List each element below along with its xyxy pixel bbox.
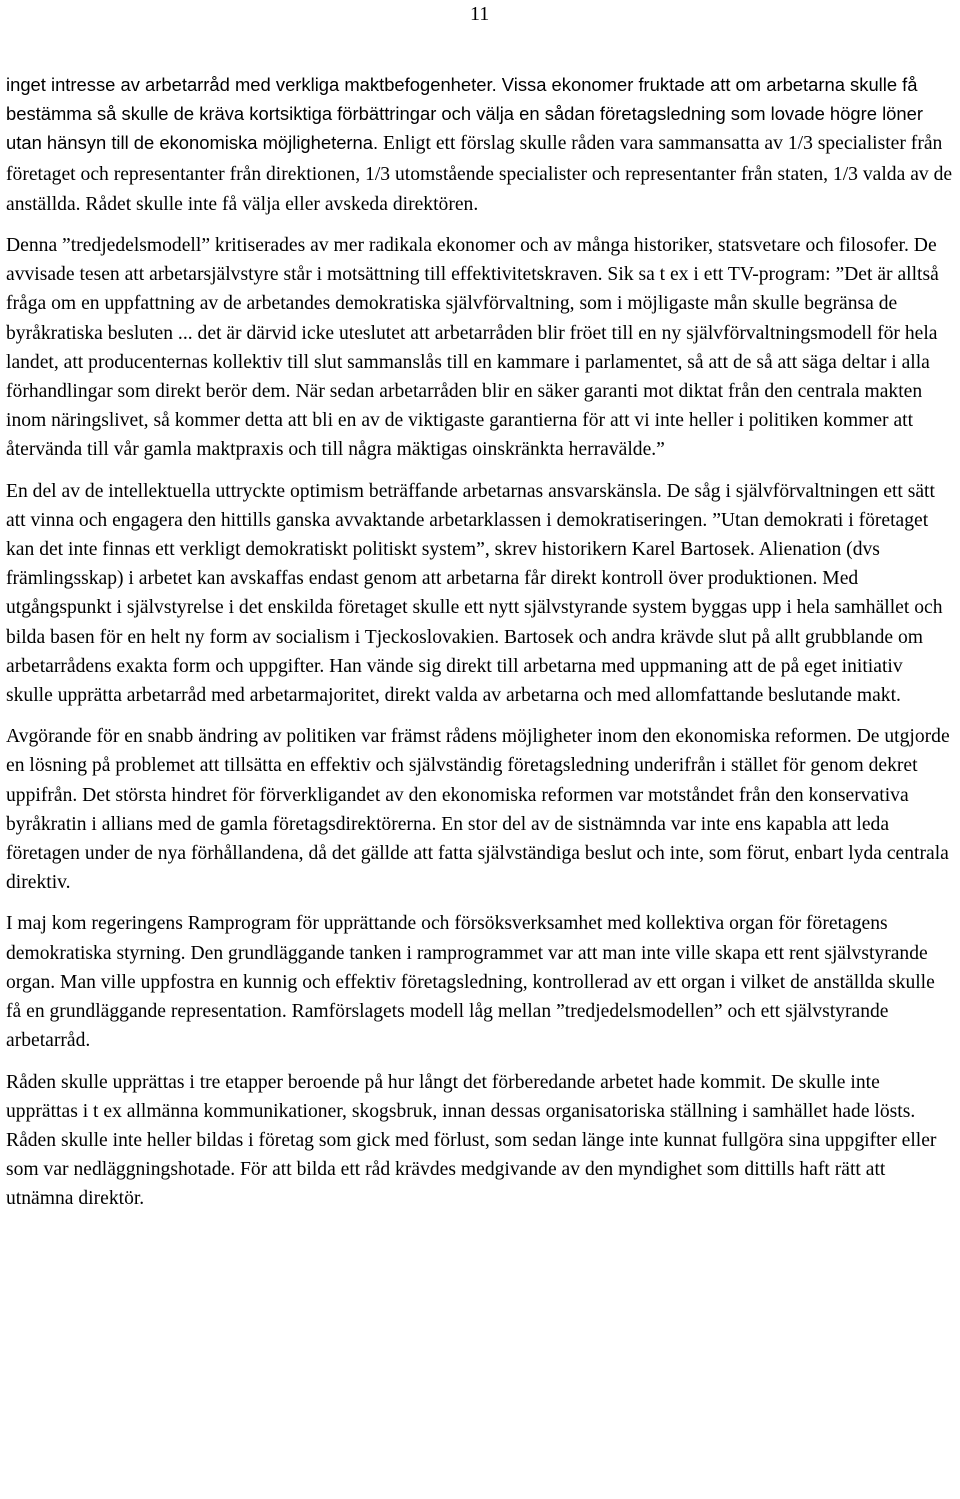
- paragraph-4: Avgörande för en snabb ändring av politiken var främst rådens möjligheter inom den ekonomiska reformen. De utgjorde en lösning på problemet att tillsätta en effektiv och självständig företagsledning underifrån i stället för genom dekret uppifrån. Det största hindret för förverkligandet av den ekonomiska reformen var motståndet från den konservativa byråkratin i allians med de gamla företagsdirektörerna. En stor del av de sistnämnda var inte ens kapabla att leda företagen under de nya förhållandena, då det gällde att fatta självständiga beslut och inte, som förut, enbart lyda centrala direktiv.: [6, 726, 950, 894]
- paragraph-6: Råden skulle upprättas i tre etapper beroende på hur långt det förberedande arbetet hade kommit. De skulle inte upprättas i t ex allmänna kommunikationer, skogsbruk, innan dessas organisatoriska ställning i samhället hade lösts. Råden skulle inte heller bildas i företag som gick med förlust, som sedan länge inte kunnat fullgöra sina uppgifter eller som var nedläggningshotade. För att bilda ett råd krävdes medgivande av den myndighet som dittills haft rätt att utnämna direktör.: [6, 1071, 937, 1210]
- paragraph-1-serif-text: Enligt ett förslag skulle råden vara sammansatta av 1/3 specialister från företaget och representanter från direktionen, 1/3 utomstående specialister och representanter från staten, 1/3 valda av de anställda. Rådet skulle inte få välja eller avskeda direktören.: [6, 133, 953, 215]
- paragraph-5: I maj kom regeringens Ramprogram för upprättande och försöksverksamhet med kollektiva organ för företagens demokratiska styrning. Den grundläggande tanken i ramprogrammet var att man inte ville skapa ett rent självstyrande organ. Man ville uppfostra en kunnig och effektiv företagsledning, kontrollerad av ett organ i vilket de anställda skulle få en grundläggande representation. Ramförslagets modell låg mellan ”tredjedelsmodellen” och ett självstyrande arbetarråd.: [6, 913, 935, 1052]
- paragraph-2: Denna ”tredjedelsmodell” kritiserades av mer radikala ekonomer och av många historiker, statsvetare och filosofer. De avvisade tesen att arbetarsjälvstyre står i motsättning till effektivitetskraven. Sik sa t ex i ett TV-program: ”Det är alltså fråga om en uppfattning av de arbetandes demokratiska självförvaltning, som i möjligaste mån skulle begränsa de byråkratiska besluten ... det är därvid icke uteslutet att arbetarråden blir fröet till en ny självförvaltningsmodell för hela landet, att producenternas kollektiv till slut sammanslås till en kammare i parlamentet, så att de så att säga deltar i alla förhandlingar som direkt berör dem. När sedan arbetarråden blir en säker garanti mot diktat från den centrala makten inom näringslivet, så kommer detta att bli en av de viktigaste garantierna för att vi inte heller i politiken kommer att återvända till vår gamla maktpraxis och till några mäktigas oinskränkta herravälde.”: [6, 235, 939, 461]
- paragraph-1: [6, 70, 954, 219]
- paragraph-1-sans-text: inget intresse av arbetarråd med verkliga maktbefogenheter. Vissa ekonomer fruktade att om arbetarna skulle få bestämma så skulle de kräva kortsiktiga förbättringar och välja en sådan företagsledning som lovade högre löner utan hänsyn till de ekonomiska möjligheterna.: [6, 74, 923, 154]
- page-number: 11: [470, 3, 490, 25]
- document-body: [6, 70, 954, 1226]
- paragraph-3: En del av de intellektuella uttryckte optimism beträffande arbetarnas ansvarskänsla. De såg i självförvaltningen ett sätt att vinna och engagera den hittills ganska avvaktande arbetarklassen i demokratiseringen. ”Utan demokrati i företaget kan det inte finnas ett verkligt demokratiskt politiskt system”, skrev historikern Karel Bartosek. Alienation (dvs främlingsskap) i arbetet kan avskaffas endast genom att arbetarna får direkt kontroll över produktionen. Med utgångspunkt i självstyrelse i det enskilda företaget skulle ett nytt självstyrande system byggas upp i hela samhället och bilda basen för en helt ny form av socialism i Tjeckoslovakien. Bartosek och andra krävde slut på allt grubblande om arbetarrådens exakta form och uppgifter. Han vände sig direkt till arbetarna med uppmaning att de på eget initiativ skulle upprätta arbetarråd med arbetarmajoritet, direkt valda av arbetarna och med allomfattande beslutande makt.: [6, 480, 943, 707]
